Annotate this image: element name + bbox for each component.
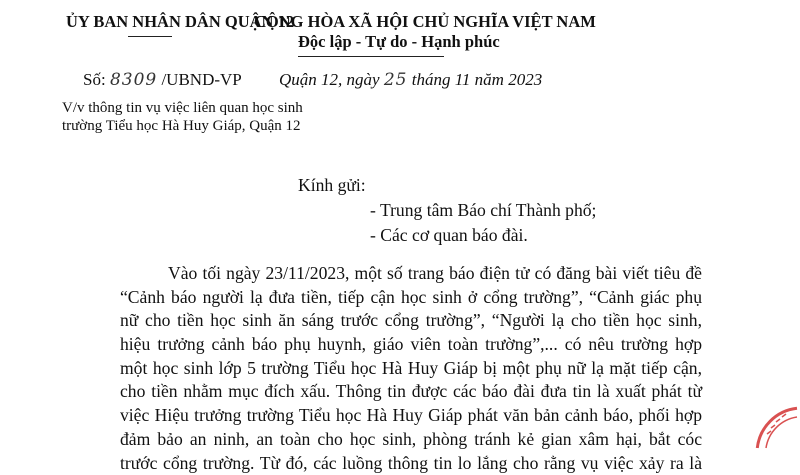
body-paragraph — [120, 262, 702, 475]
agency-underline — [128, 36, 172, 37]
date-prefix: Quận 12, ngày — [279, 70, 380, 89]
recipient-item: - Trung tâm Báo chí Thành phố; — [370, 200, 596, 221]
red-seal-stamp — [752, 403, 798, 449]
date-suffix: tháng 11 năm 2023 — [412, 70, 543, 89]
document-date — [279, 70, 542, 90]
motto: Độc lập - Tự do - Hạnh phúc — [298, 32, 500, 52]
motto-underline — [298, 56, 444, 57]
document-number — [83, 70, 242, 90]
number-handwritten: 8309 — [110, 70, 157, 90]
body-line: nữ cho tiền học sinh ăn sáng trước cổng trường”, “Người lạ cho tiền học sinh, — [120, 309, 702, 333]
subject-line-2: trường Tiểu học Hà Huy Giáp, Quận 12 — [62, 118, 301, 135]
body-line: việc Hiệu trưởng trường Tiểu học Hà Huy Giáp phát văn bản cảnh báo, phối hợp — [120, 404, 702, 428]
agency-name: ỦY BAN NHÂN DÂN QUẬN 12 — [66, 12, 294, 32]
number-suffix: /UBND-VP — [161, 70, 241, 89]
body-line: trước cổng trường. Từ đó, các luồng thông tin lo lắng cho rằng vụ việc xảy ra là — [120, 452, 702, 475]
body-line: cho tiền nhằm mục đích xấu. Thông tin được các báo đài đưa tin là xuất phát từ — [120, 380, 702, 404]
body-line: “Cảnh báo người lạ đưa tiền, tiếp cận học sinh ở cổng trường”, “Cảnh giác phụ — [120, 286, 702, 310]
body-line: đảm bảo an ninh, an toàn cho học sinh, phòng tránh kẻ gian xâm hại, bắt cóc — [120, 428, 702, 452]
body-line: hiệu trưởng cảnh báo phụ huynh, giáo viên toàn trường”,... có nêu trường hợp — [120, 333, 702, 357]
subject-line-1: V/v thông tin vụ việc liên quan học sinh — [62, 100, 303, 117]
date-day-handwritten: 25 — [384, 70, 408, 90]
recipient-item: - Các cơ quan báo đài. — [370, 225, 528, 246]
recipients-label: Kính gửi: — [298, 175, 366, 196]
body-line: một học sinh lớp 5 trường Tiểu học Hà Huy Giáp bị một phụ nữ lạ mặt tiếp cận, — [120, 357, 702, 381]
seal-outer-ring — [757, 408, 797, 448]
number-label: Số: — [83, 70, 106, 89]
country-name: CỘNG HÒA XÃ HỘI CHỦ NGHĨA VIỆT NAM — [254, 12, 596, 32]
body-line: Vào tối ngày 23/11/2023, một số trang báo điện tử có đăng bài viết tiêu đề — [120, 262, 702, 286]
